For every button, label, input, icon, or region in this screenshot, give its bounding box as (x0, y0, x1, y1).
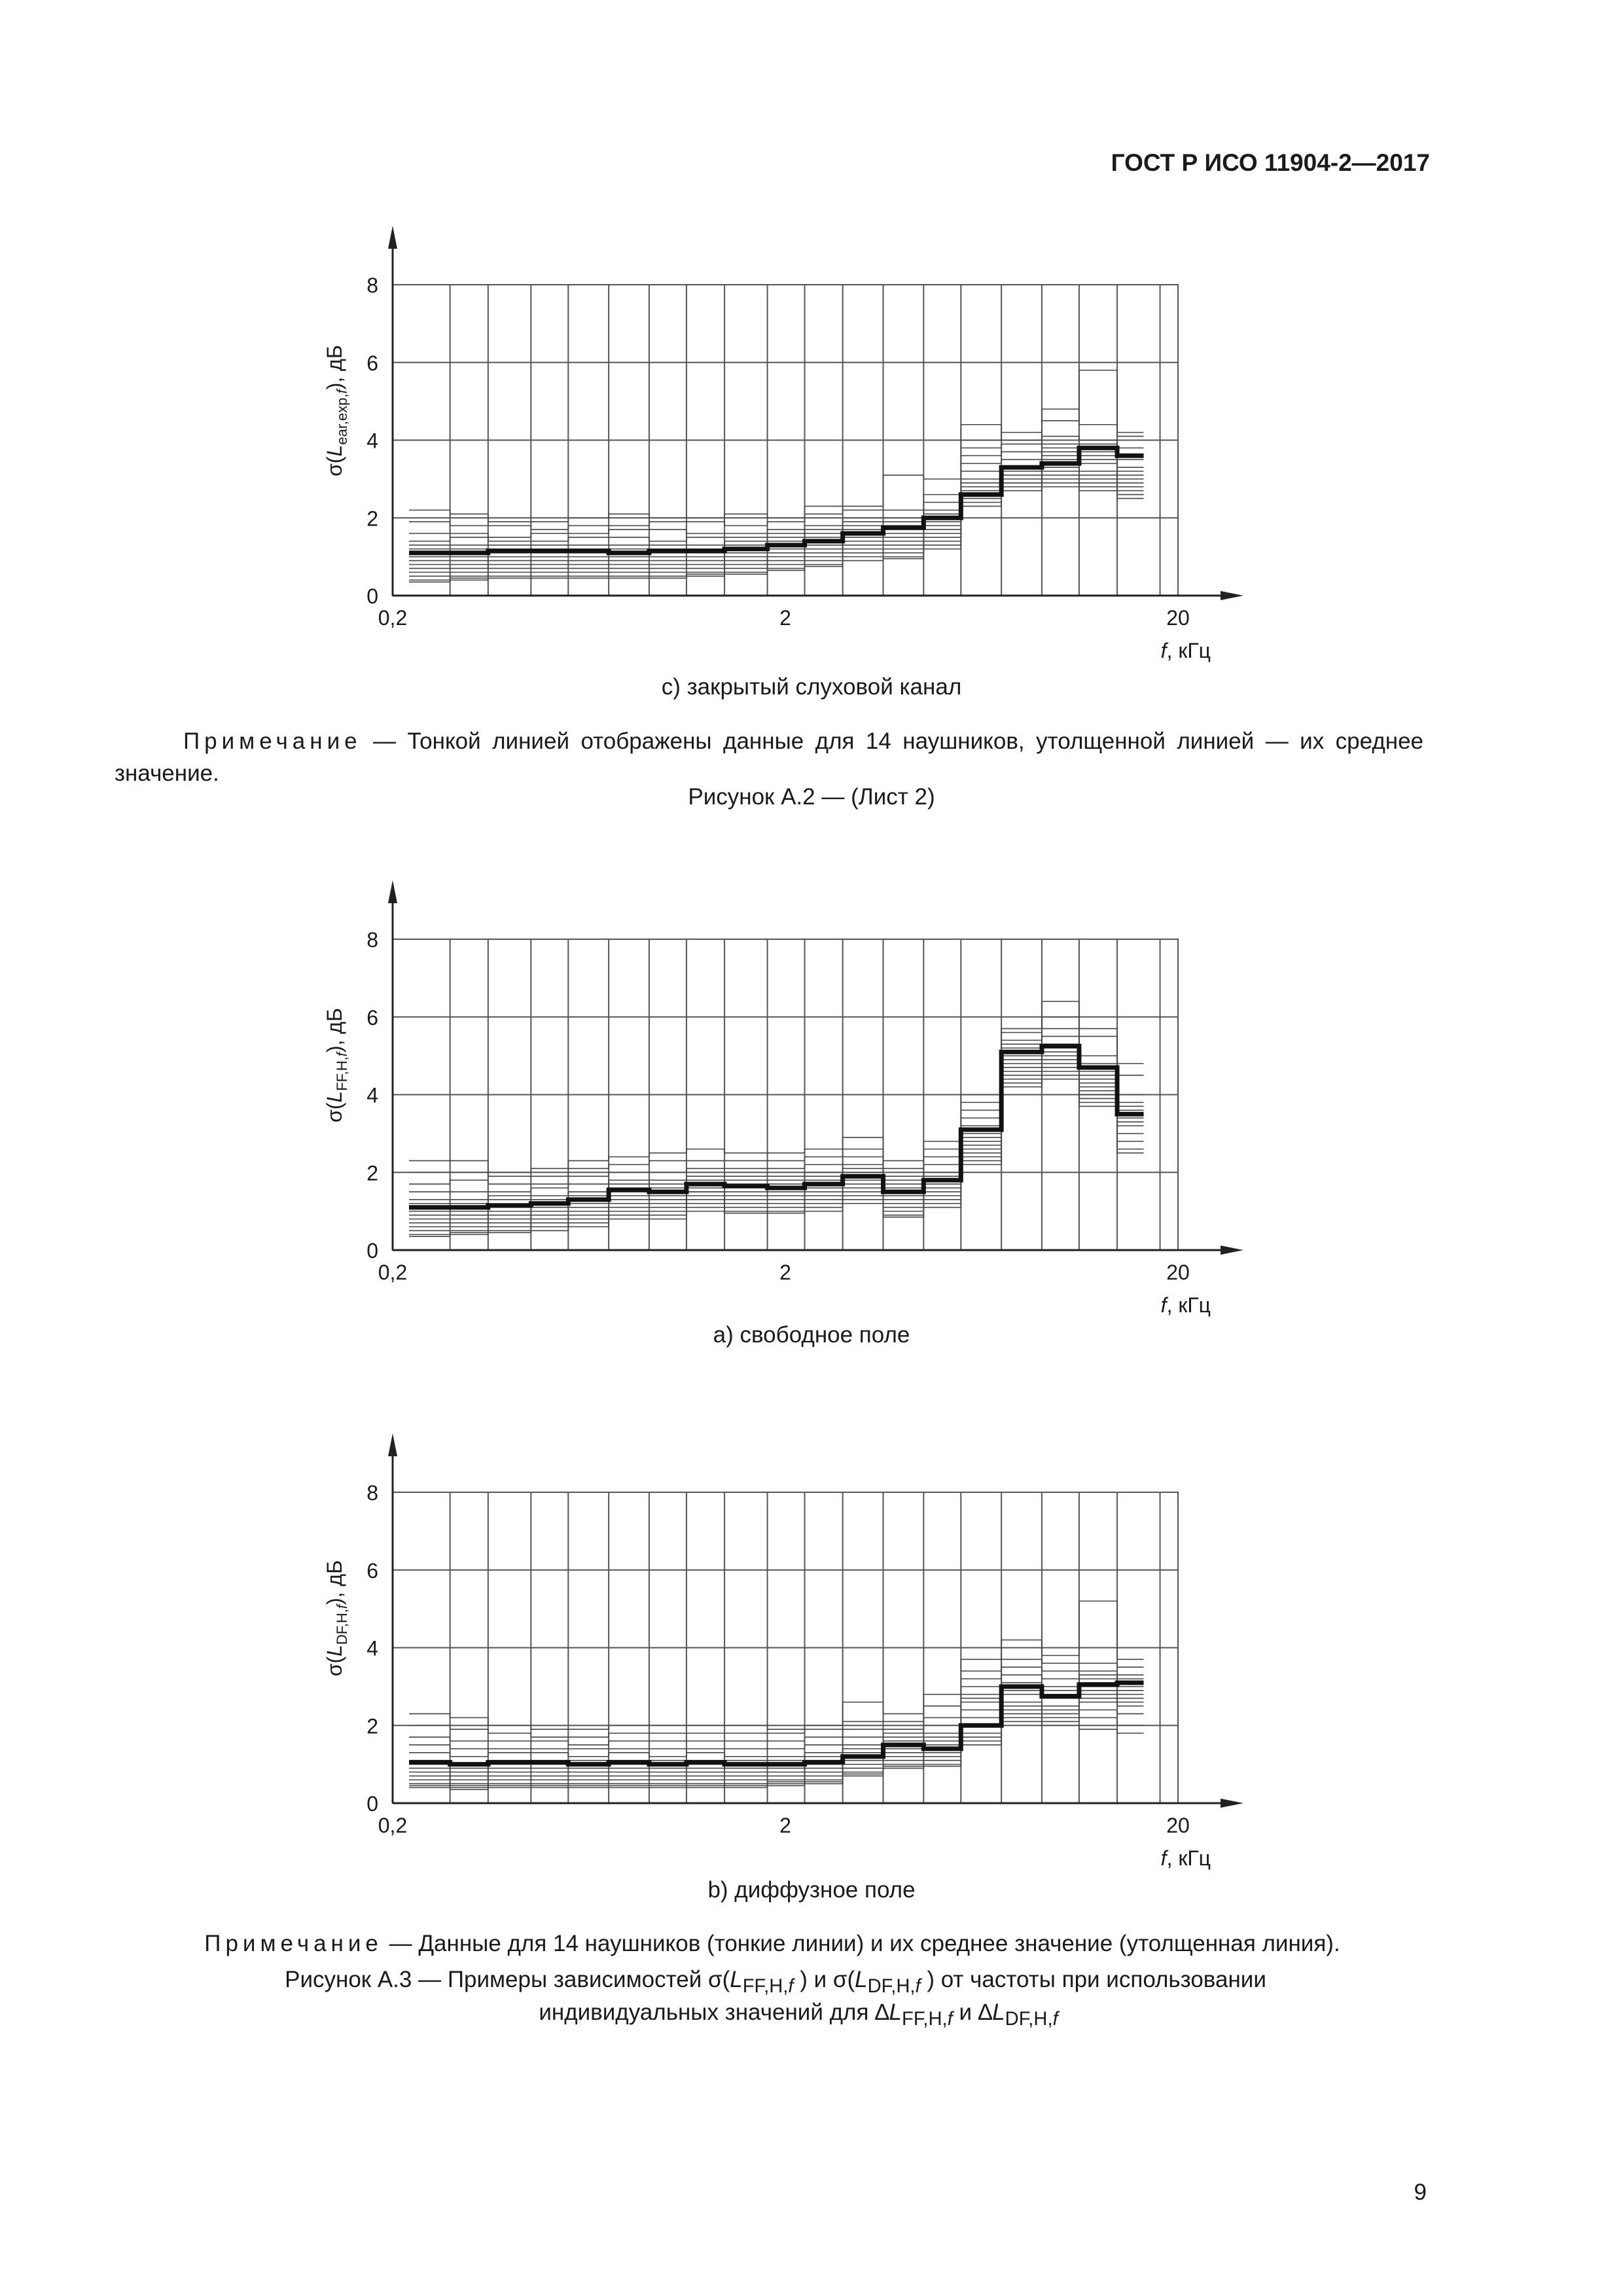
y-tick-label: 0 (366, 1239, 378, 1263)
individual-series-line (409, 487, 1144, 582)
x-tick-label: 2 (779, 1261, 791, 1284)
y-tick-label: 6 (366, 1558, 378, 1583)
y-axis-arrow (388, 226, 397, 249)
var-L: L (855, 1967, 868, 1992)
x-axis-unit: , кГц (1166, 639, 1211, 662)
chart-caption-free-field: а) свободное поле (713, 1322, 910, 1348)
individual-series-line (409, 1017, 1144, 1176)
individual-series-line (409, 1691, 1144, 1772)
x-axis-arrow (1221, 591, 1243, 600)
y-label-part: σ( (323, 456, 346, 476)
y-tick-label: 2 (366, 1714, 378, 1738)
individual-series-line (409, 448, 1144, 545)
fig-text: от частоты при использовании (935, 1967, 1266, 1992)
chart-caption-diffuse-field: b) диффузное поле (707, 1877, 916, 1903)
sub-ff: FF,H, (902, 2009, 948, 2030)
y-tick-label: 0 (366, 1792, 378, 1816)
x-tick-label: 20 (1166, 1261, 1190, 1284)
x-axis-arrow (1221, 1246, 1243, 1255)
individual-series-line (409, 1702, 1144, 1784)
and-word: и (952, 2000, 978, 2025)
fig-text: индивидуальных значений для (539, 2000, 876, 2025)
y-tick-label: 6 (366, 1005, 378, 1030)
standard-header: ГОСТ Р ИСО 11904-2—2017 (1111, 149, 1430, 176)
sigma: σ( (832, 1967, 855, 1992)
individual-series-line (409, 370, 1144, 522)
x-axis-label (1161, 1293, 1211, 1317)
y-tick-label: 2 (366, 507, 378, 531)
x-tick-label: 0,2 (378, 1261, 408, 1284)
figure-a3-title-line1 (0, 1967, 1587, 1998)
note-label: Примечание (204, 1931, 383, 1956)
note-text: — Данные для 14 наушников (тонкие линии) и их среднее значение (утолщенная линия). (382, 1931, 1340, 1956)
y-tick-label: 8 (366, 928, 378, 952)
var-f: f (788, 1976, 794, 1997)
y-tick-label: 0 (366, 584, 378, 608)
note-text: — Тонкой линией отображены данные для 14 наушников, утолщенной линией — их среднее значение. (115, 728, 1423, 786)
fig-text: Рисунок А.3 — Примеры зависимостей (285, 1967, 708, 1992)
x-tick-label: 0,2 (378, 1814, 408, 1837)
x-axis-var: f (1160, 639, 1167, 662)
y-label-part: ), дБ (323, 345, 346, 390)
x-axis-unit: , кГц (1166, 1846, 1211, 1870)
mean-series-line (409, 1683, 1144, 1765)
y-label-subvar: f (334, 1604, 350, 1609)
individual-series-line (409, 1075, 1144, 1234)
var-f: f (915, 1976, 921, 1997)
y-tick-label: 8 (366, 1481, 378, 1505)
y-tick-label: 8 (366, 274, 378, 297)
var-L: L (730, 1967, 743, 1992)
y-label-sub: DF,H, (334, 1609, 350, 1645)
note-1 (115, 725, 1423, 789)
y-label-part: ), дБ (323, 1560, 346, 1605)
page-number: 9 (1414, 2179, 1427, 2205)
paren: ) (920, 1967, 935, 1992)
var-f: f (947, 2009, 953, 2030)
individual-series-line (409, 1060, 1144, 1219)
delta: ∆ (978, 2000, 993, 2025)
y-axis-arrow (388, 880, 397, 903)
x-axis-unit: , кГц (1166, 1293, 1211, 1317)
and-word: и (807, 1967, 833, 1992)
y-tick-label: 4 (366, 429, 378, 453)
individual-series-line (409, 1698, 1144, 1780)
x-tick-label: 2 (779, 606, 791, 630)
individual-series-line (409, 1064, 1144, 1223)
x-axis-arrow (1221, 1799, 1243, 1808)
individual-series-line (409, 479, 1144, 576)
x-tick-label: 2 (779, 1814, 791, 1837)
y-label-subvar: f (334, 1052, 350, 1057)
individual-series-line (409, 471, 1144, 568)
note-label: Примечание (183, 728, 362, 754)
delta: ∆ (875, 2000, 889, 2025)
y-label-var: L (323, 1645, 346, 1657)
y-tick-label: 2 (366, 1161, 378, 1185)
sub-ff: FF,H, (742, 1976, 789, 1997)
individual-series-line (409, 444, 1144, 541)
y-label-subvar: f (334, 389, 350, 394)
y-axis-label (323, 345, 350, 476)
individual-series-line (409, 483, 1144, 580)
individual-series-line (409, 1056, 1144, 1215)
y-label-sub: ear,exp, (334, 393, 350, 445)
chart-diffuse-field (0, 1437, 1623, 1895)
chart-ear-closed (0, 229, 1623, 687)
individual-series-line (409, 475, 1144, 572)
y-label-part: σ( (323, 1102, 346, 1122)
x-axis-label (1161, 639, 1211, 662)
y-tick-label: 6 (366, 351, 378, 375)
y-axis-label (323, 1008, 350, 1122)
individual-series-line (409, 1687, 1144, 1768)
chart-free-field (0, 884, 1623, 1342)
x-axis-var: f (1160, 1846, 1167, 1870)
individual-series-line (409, 1683, 1144, 1765)
y-label-part: σ( (323, 1656, 346, 1677)
sub-df: DF,H, (867, 1976, 916, 1997)
y-tick-label: 4 (366, 1083, 378, 1107)
x-tick-label: 20 (1166, 1814, 1190, 1837)
x-axis-var: f (1160, 1293, 1167, 1317)
figure-a2-title: Рисунок А.2 — (Лист 2) (688, 784, 935, 810)
var-L: L (992, 2000, 1005, 2025)
note-2 (0, 1931, 1584, 1957)
y-axis-arrow (388, 1433, 397, 1456)
y-label-var: L (323, 444, 346, 457)
var-L: L (889, 2000, 902, 2025)
paren: ) (793, 1967, 808, 1992)
y-label-part: ), дБ (323, 1008, 346, 1053)
chart-caption-closed: с) закрытый слуховой канал (661, 674, 962, 700)
mean-series-line (409, 1046, 1144, 1207)
y-tick-label: 4 (366, 1636, 378, 1660)
x-axis-label (1161, 1846, 1211, 1870)
figure-a3-title-line2 (0, 2000, 1610, 2030)
x-tick-label: 0,2 (378, 606, 408, 630)
y-axis-label (323, 1560, 350, 1676)
individual-series-line (409, 1067, 1144, 1227)
sigma: σ( (707, 1967, 730, 1992)
y-label-var: L (323, 1090, 346, 1103)
var-f: f (1052, 2009, 1058, 2030)
y-label-sub: FF,H, (334, 1056, 350, 1091)
sub-df: DF,H, (1005, 2009, 1053, 2030)
individual-series-line (409, 1079, 1144, 1236)
x-tick-label: 20 (1166, 606, 1190, 630)
